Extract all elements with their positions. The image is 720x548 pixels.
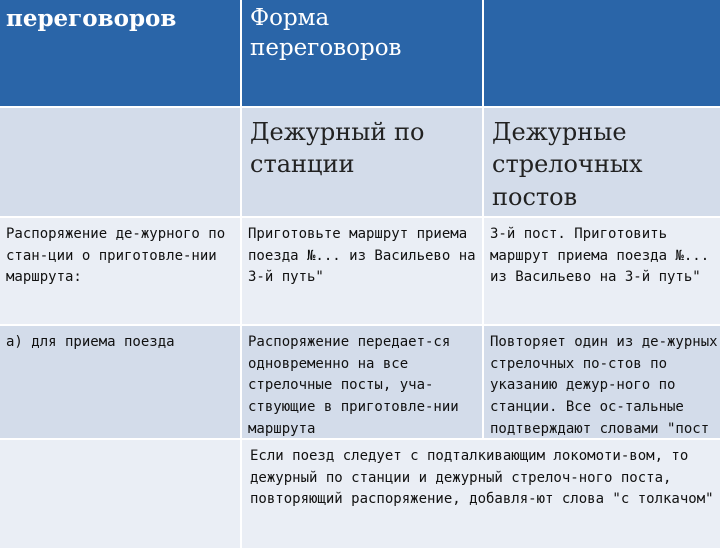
row3-cell-col1 — [0, 440, 240, 548]
subheader-cell-col1 — [0, 108, 240, 216]
subheader-cell-station-duty: Дежурный по станции — [242, 108, 482, 216]
row2-cell-col2: Распоряжение передает-ся одновременно на все стрелочные посты, уча-ствующие в приготовле-нии маршрута — [242, 326, 482, 438]
header-cell-col3 — [484, 0, 720, 106]
subheader-cell-switch-posts: Дежурные стрелочных постов — [484, 108, 720, 216]
row2-cell-col3: Повторяет один из де-журных стрелочных по-стов по указанию дежур-ного по станции. Все ос-тальные подтверждают словами "пост — [484, 326, 720, 438]
row3-cell-merged — [242, 440, 720, 548]
row1-cell-col3: 3-й пост. Приготовить маршрут приема поезда №... из Васильево на 3-й путь" — [484, 218, 720, 324]
row2-cell-col1: а) для приема поезда — [0, 326, 240, 438]
header-cell-col2: Форма переговоров — [242, 0, 482, 106]
header-cell-col1: переговоров — [0, 0, 240, 106]
row1-cell-col2: Приготовьте маршрут приема поезда №... из Васильево на 3-й путь" — [242, 218, 482, 324]
row1-cell-col1: Распоряжение де-журного по стан-ции о приготовле-нии маршрута: — [0, 218, 240, 324]
row3-merged-text: Если поезд следует с подталкивающим локомоти-вом, то дежурный по станции и дежурный стрелоч-ного поста, повторяющий распоряжение, добавля-ют слова "с толкачом" — [250, 448, 714, 508]
